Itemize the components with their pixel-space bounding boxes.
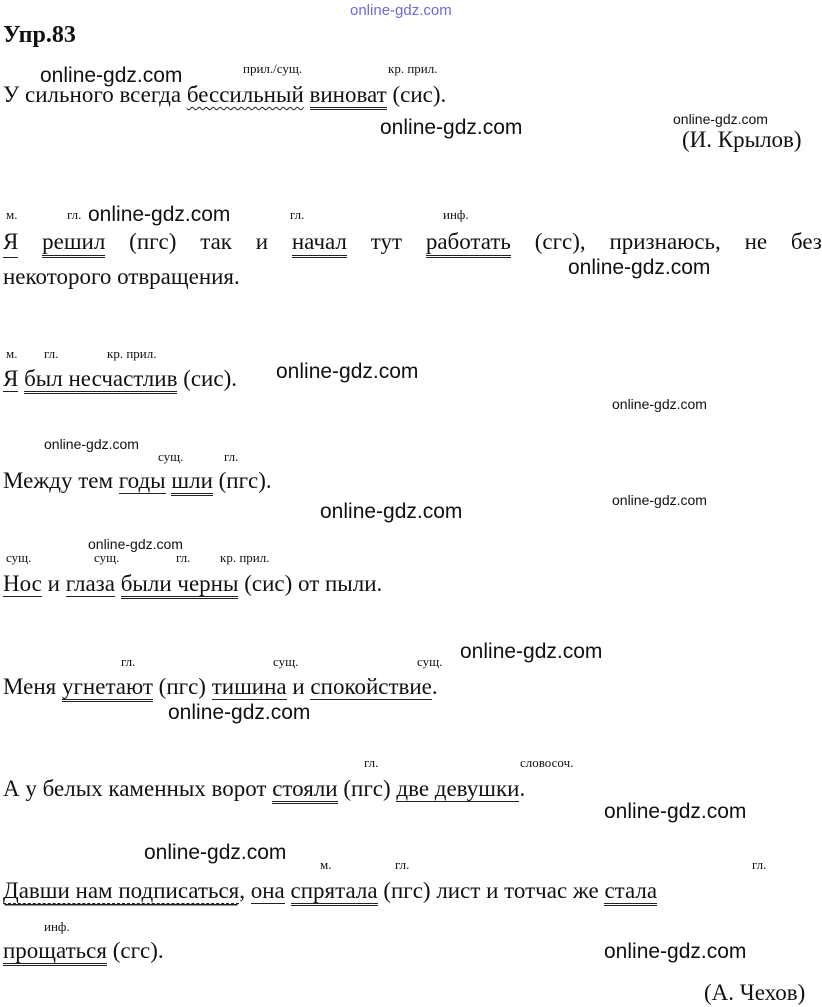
text: (сгс). (106, 938, 164, 963)
word-predicate: были черны (121, 571, 239, 599)
word-subject: тишина (211, 674, 287, 699)
label-m: м. (6, 207, 18, 222)
adverbial-participle-phrase: Давши нам подписаться (3, 878, 240, 903)
watermark: online-gdz.com (612, 396, 707, 412)
watermark: online-gdz.com (320, 500, 463, 523)
watermark: online-gdz.com (144, 841, 287, 864)
watermark: online-gdz.com (612, 492, 707, 508)
watermark: online-gdz.com (604, 800, 747, 823)
watermark: online-gdz.com (88, 536, 183, 552)
watermark: online-gdz.com (460, 640, 603, 663)
label-short-adj: кр. прил. (107, 346, 157, 361)
word-predicate: шли (171, 468, 213, 496)
label-gl: гл. (176, 550, 191, 565)
text: У сильного всегда (3, 82, 187, 107)
text: Между тем (3, 468, 119, 493)
text: А у белых каменных ворот (3, 776, 273, 801)
text: не (744, 229, 768, 254)
sentence-2-line-1 (3, 229, 822, 258)
text: (сис). (177, 366, 237, 391)
word-subject: Нос (3, 571, 42, 596)
author-chekhov: (А. Чехов) (704, 980, 806, 1005)
text: (пгс) (152, 674, 212, 699)
word-subject: она (250, 878, 285, 903)
text: тут (370, 229, 403, 254)
label-noun: сущ. (417, 654, 443, 669)
label-gl: гл. (364, 755, 379, 770)
label-adj-noun: прил./сущ. (243, 61, 303, 76)
sentence-7 (3, 776, 525, 802)
word-subject: спокойствие (310, 674, 432, 699)
text (115, 571, 121, 596)
watermark: online-gdz.com (568, 256, 711, 279)
label-gl: гл. (67, 207, 82, 222)
watermark: online-gdz.com (44, 436, 139, 452)
text: и (286, 674, 311, 699)
text: (сис) от пыли. (238, 571, 383, 596)
word-subject: глаза (65, 571, 115, 596)
label-short-adj: кр. прил. (388, 61, 438, 76)
word-predicate: был несчастлив (24, 366, 177, 394)
label-noun: сущ. (94, 550, 120, 565)
label-m: м. (320, 857, 332, 872)
sentence-2-line-2: некоторого отвращения. (3, 264, 240, 289)
sentence-6 (3, 674, 438, 700)
label-short-adj: кр. прил. (220, 550, 270, 565)
text: . (431, 674, 438, 699)
label-m: м. (6, 346, 18, 361)
word-predicate: прощаться (3, 938, 107, 966)
word-predicate: виноват (310, 82, 387, 110)
watermark: online-gdz.com (276, 360, 419, 383)
label-gl: гл. (224, 449, 239, 464)
label-inf: инф. (443, 207, 469, 222)
sentence-8-line-2 (3, 938, 164, 964)
label-phrase: словосоч. (520, 755, 574, 770)
text: без (790, 229, 822, 254)
watermark: online-gdz.com (673, 111, 768, 127)
sentence-3 (3, 366, 237, 392)
word-subject: годы (118, 468, 166, 493)
top-watermark: online-gdz.com (350, 2, 452, 19)
word-predicate-part: бессильный (186, 82, 304, 107)
word-subject: Я (3, 229, 18, 258)
watermark: online-gdz.com (604, 940, 747, 963)
text: , (239, 878, 251, 903)
label-gl: гл. (752, 857, 767, 872)
label-gl: гл. (395, 857, 410, 872)
word-predicate: стала (604, 878, 657, 906)
word-subject: Я (3, 366, 19, 391)
text: (сис). (386, 82, 447, 107)
label-inf: инф. (44, 919, 70, 934)
sentence-8-line-1 (3, 878, 657, 904)
watermark: online-gdz.com (380, 116, 523, 139)
label-noun: сущ. (273, 654, 299, 669)
word-predicate: решил (42, 229, 105, 258)
label-gl: гл. (44, 346, 59, 361)
word-predicate: начал (292, 229, 347, 258)
word-predicate: спрятала (291, 878, 378, 906)
watermark: online-gdz.com (168, 701, 311, 724)
word-predicate: угнетают (62, 674, 153, 702)
watermark: online-gdz.com (88, 203, 231, 226)
text: (сгс), (534, 229, 586, 254)
label-noun: сущ. (6, 550, 32, 565)
text: и (255, 229, 269, 254)
sentence-4 (3, 468, 272, 494)
text (304, 82, 310, 107)
word-predicate: стояли (272, 776, 337, 804)
text: . (519, 776, 526, 801)
label-gl: гл. (290, 207, 305, 222)
text: (пгс) (129, 229, 177, 254)
text: так (200, 229, 232, 254)
label-noun: сущ. (158, 449, 184, 464)
word-predicate: работать (426, 229, 511, 258)
text (285, 878, 291, 903)
text: и (41, 571, 66, 596)
text: признаюсь, (609, 229, 721, 254)
text: (пгс) лист и тотчас же (377, 878, 605, 903)
sentence-5 (3, 571, 382, 597)
text: Меня (3, 674, 62, 699)
label-gl: гл. (121, 654, 136, 669)
watermark: online-gdz.com (40, 64, 183, 87)
exercise-title: Упр.83 (3, 22, 76, 48)
word-subject: две девушки (396, 776, 520, 801)
text: (пгс). (212, 468, 272, 493)
text: (пгс) (337, 776, 397, 801)
author-krylov: (И. Крылов) (682, 127, 802, 152)
